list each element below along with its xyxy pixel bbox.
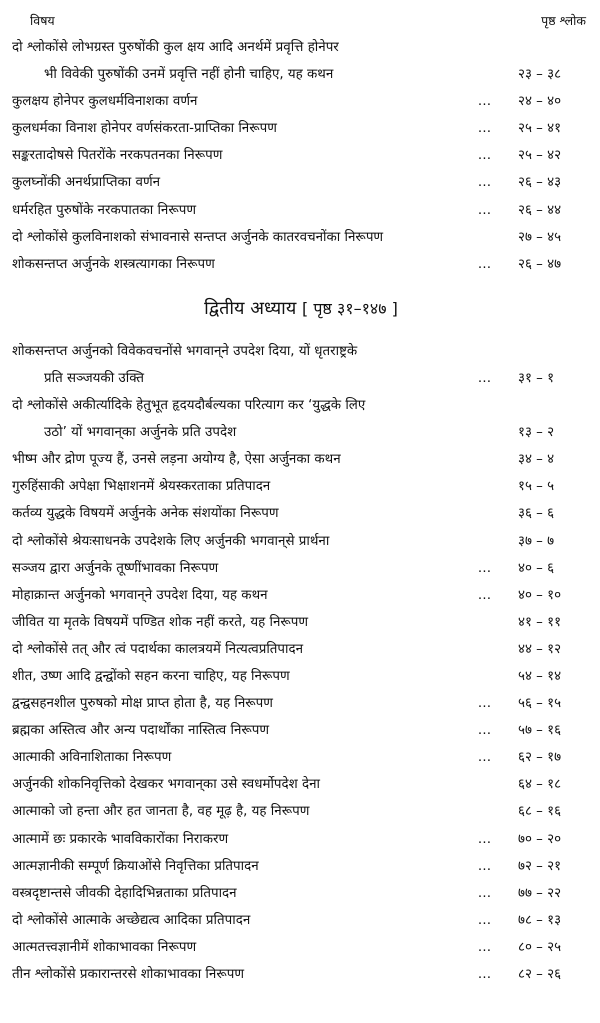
leader-dots: …	[477, 939, 493, 955]
entry-text: द्वन्द्वसहनशील पुरुषको मोक्ष प्राप्त होता है, यह निरूपण	[12, 696, 273, 712]
entry-text: शोकसन्तप्त अर्जुनको विवेकवचनोंसे भगवान्‌ने उपदेश दिया, यों धृतराष्ट्रके	[12, 343, 358, 359]
toc-entry	[12, 338, 590, 365]
leader-dots: …	[477, 696, 493, 712]
chapter-2-entries	[12, 338, 590, 988]
leader-dots: …	[477, 723, 493, 739]
entry-text: मोहाक्रान्त अर्जुनको भगवान्‌ने उपदेश दिया, यह कथन	[12, 587, 268, 603]
toc-entry	[12, 961, 590, 988]
leader-dots: …	[477, 148, 493, 164]
page-verse-number: २३ – ३८	[518, 67, 562, 83]
toc-entry	[12, 34, 590, 61]
page-verse-number: ३४ – ४	[518, 452, 555, 468]
toc-entry	[12, 880, 590, 907]
toc-entry	[12, 907, 590, 934]
entry-text: कर्तव्य युद्धके विषयमें अर्जुनके अनेक संशयोंका निरूपण	[12, 506, 279, 522]
entry-text: अर्जुनकी शोकनिवृत्तिको देखकर भगवान्‌का उसे स्वधर्मोपदेश देना	[12, 777, 321, 793]
entry-text: आत्माकी अविनाशिताका निरूपण	[12, 750, 172, 766]
toc-entry	[12, 473, 590, 500]
entry-text: आत्मामें छः प्रकारके भावविकारोंका निराकरण	[12, 831, 229, 847]
leader-dots: …	[477, 587, 493, 603]
toc-entry	[12, 717, 590, 744]
toc-entry	[12, 142, 590, 169]
entry-text: वस्त्रदृष्टान्तसे जीवकी देहादिभिन्नताका प्रतिपादन	[12, 885, 237, 901]
toc-entry	[12, 582, 590, 609]
toc-entry	[12, 224, 590, 251]
page-verse-number: ८२ – २६	[518, 967, 562, 982]
entry-text: प्रति सञ्जयकी उक्ति	[44, 370, 145, 386]
page-verse-number: ३१ – १	[518, 370, 555, 386]
entry-text: आत्मज्ञानीकी सम्पूर्ण क्रियाओंसे निवृत्तिका प्रतिपादन	[12, 858, 259, 874]
chapter-heading	[12, 288, 590, 330]
page-verse-number: ५४ – १४	[518, 668, 562, 684]
entry-text: दो श्लोकोंसे आत्माके अच्छेद्यत्व आदिका प्रतिपादन	[12, 912, 251, 928]
entry-text: भी विवेकी पुरुषोंकी उनमें प्रवृत्ति नहीं होनी चाहिए, यह कथन	[44, 67, 334, 83]
entry-text: सञ्जय द्वारा अर्जुनके तूष्णींभावका निरूपण	[12, 560, 219, 576]
entry-text: उठो’ यों भगवान्‌का अर्जुनके प्रति उपदेश	[44, 425, 237, 441]
page-verse-number: ७२ – २१	[518, 858, 562, 874]
entry-text: दो श्लोकोंसे तत् और त्वं पदार्थका कालत्रयमें नित्यत्वप्रतिपादन	[12, 641, 304, 657]
toc-entry	[12, 690, 590, 717]
page-verse-number: ६८ – १६	[518, 804, 562, 820]
toc-entry	[12, 169, 590, 196]
toc-entry	[12, 446, 590, 473]
entry-text: शीत, उष्ण आदि द्वन्द्वोंको सहन करना चाहिए, यह निरूपण	[12, 668, 290, 684]
page-verse-number: २६ – ४३	[518, 175, 562, 191]
page-verse-number: ६२ – १७	[518, 750, 562, 766]
page-verse-number: ४० – ६	[518, 560, 555, 576]
toc-entry	[12, 88, 590, 115]
toc-entry	[12, 197, 590, 224]
leader-dots: …	[477, 202, 493, 218]
page-verse-number: ४४ – १२	[518, 641, 562, 657]
leader-dots: …	[477, 912, 493, 928]
leader-dots: …	[477, 858, 493, 874]
page-verse-number: ४० – १०	[518, 587, 562, 603]
toc-entry	[12, 609, 590, 636]
entry-text: ब्रह्मका अस्तित्व और अन्य पदार्थोंका नास्तित्व निरूपण	[12, 723, 270, 739]
chapter-1-entries	[12, 34, 590, 278]
toc-entry	[12, 500, 590, 527]
toc-entry	[12, 419, 590, 446]
entry-text: गुरुहिंसाकी अपेक्षा भिक्षाशनमें श्रेयस्करताका प्रतिपादन	[12, 479, 271, 495]
toc-entry	[12, 744, 590, 771]
toc-entry	[12, 826, 590, 853]
toc-entry	[12, 365, 590, 392]
toc-entry	[12, 392, 590, 419]
page-verse-number: २७ – ४५	[518, 229, 562, 245]
column-header	[12, 8, 590, 34]
page-verse-number: ३६ – ६	[518, 506, 555, 522]
page-verse-number: २५ – ४१	[518, 121, 562, 137]
entry-text: दो श्लोकोंसे अकीर्त्यादिके हेतुभूत हृदयदौर्बल्यका परित्याग कर ‘युद्धके लिए	[12, 398, 366, 414]
page-verse-number: १५ – ५	[518, 479, 555, 495]
leader-dots: …	[477, 750, 493, 766]
toc-entry	[12, 528, 590, 555]
toc-entry	[12, 115, 590, 142]
toc-entry	[12, 771, 590, 798]
page-verse-number: १३ – २	[518, 425, 555, 441]
page-verse-number: ७८ – १३	[518, 912, 562, 928]
toc-entry	[12, 555, 590, 582]
entry-text: कुलघ्नोंकी अनर्थप्राप्तिका वर्णन	[12, 175, 161, 191]
toc-entry	[12, 853, 590, 880]
page-verse-number: ७० – २०	[518, 831, 562, 847]
leader-dots: …	[477, 885, 493, 901]
page-verse-number: ५६ – १५	[518, 696, 562, 712]
entry-text: तीन श्लोकोंसे प्रकारान्तरसे शोकाभावका निरूपण	[12, 967, 245, 982]
subject-heading: विषय	[30, 13, 55, 28]
entry-text: दो श्लोकोंसे कुलविनाशको संभावनासे सन्तप्त अर्जुनके कातरवचनोंका निरूपण	[12, 229, 384, 245]
leader-dots: …	[477, 256, 493, 272]
toc-entry	[12, 934, 590, 961]
leader-dots: …	[477, 560, 493, 576]
toc-entry	[12, 61, 590, 88]
toc-entry	[12, 636, 590, 663]
leader-dots: …	[477, 121, 493, 137]
page-verse-number: ७७ – २२	[518, 885, 562, 901]
page-verse-heading: पृष्ठ श्लोक	[541, 13, 586, 28]
page-verse-number: २६ – ४४	[518, 202, 562, 218]
entry-text: आत्मतत्त्वज्ञानीमें शोकाभावका निरूपण	[12, 939, 197, 955]
leader-dots: …	[477, 175, 493, 191]
leader-dots: …	[477, 967, 493, 982]
leader-dots: …	[477, 831, 493, 847]
toc-entry	[12, 663, 590, 690]
toc-entry	[12, 798, 590, 825]
entry-text: आत्माको जो हन्ता और हत जानता है, वह मूढ़ है, यह निरूपण	[12, 804, 310, 820]
entry-text: शोकसन्तप्त अर्जुनके शस्त्रत्यागका निरूपण	[12, 256, 215, 272]
entry-text: धर्मरहित पुरुषोंके नरकपातका निरूपण	[12, 202, 197, 218]
entry-text: भीष्म और द्रोण पूज्य हैं, उनसे लड़ना अयोग्य है, ऐसा अर्जुनका कथन	[12, 452, 341, 468]
page-verse-number: ३७ – ७	[518, 533, 555, 549]
chapter-page-range: [ पृष्ठ ३१–१४७ ]	[302, 298, 398, 318]
page-verse-number: ४१ – ११	[518, 614, 562, 630]
page-verse-number: २५ – ४२	[518, 148, 562, 164]
entry-text: सङ्करतादोषसे पितरोंके नरकपतनका निरूपण	[12, 148, 223, 164]
chapter-title: द्वितीय अध्याय	[204, 297, 297, 319]
page-verse-number: ८० – २५	[518, 939, 562, 955]
leader-dots: …	[477, 94, 493, 110]
leader-dots: …	[477, 370, 493, 386]
entry-text: दो श्लोकोंसे श्रेयःसाधनके उपदेशके लिए अर्जुनकी भगवान्‌से प्रार्थना	[12, 533, 330, 549]
page-verse-number: ५७ – १६	[518, 723, 562, 739]
entry-text: कुलक्षय होनेपर कुलधर्मविनाशका वर्णन	[12, 94, 198, 110]
entry-text: दो श्लोकोंसे लोभग्रस्त पुरुषोंकी कुल क्षय आदि अनर्थमें प्रवृत्ति होनेपर	[12, 40, 339, 55]
entry-text: कुलधर्मका विनाश होनेपर वर्णसंकरता-प्राप्तिका निरूपण	[12, 121, 277, 137]
toc-entry	[12, 251, 590, 278]
page-verse-number: २४ – ४०	[518, 94, 562, 110]
entry-text: जीवित या मृतके विषयमें पण्डित शोक नहीं करते, यह निरूपण	[12, 614, 309, 630]
page-verse-number: २६ – ४७	[518, 256, 562, 272]
page-verse-number: ६४ – १८	[518, 777, 562, 793]
